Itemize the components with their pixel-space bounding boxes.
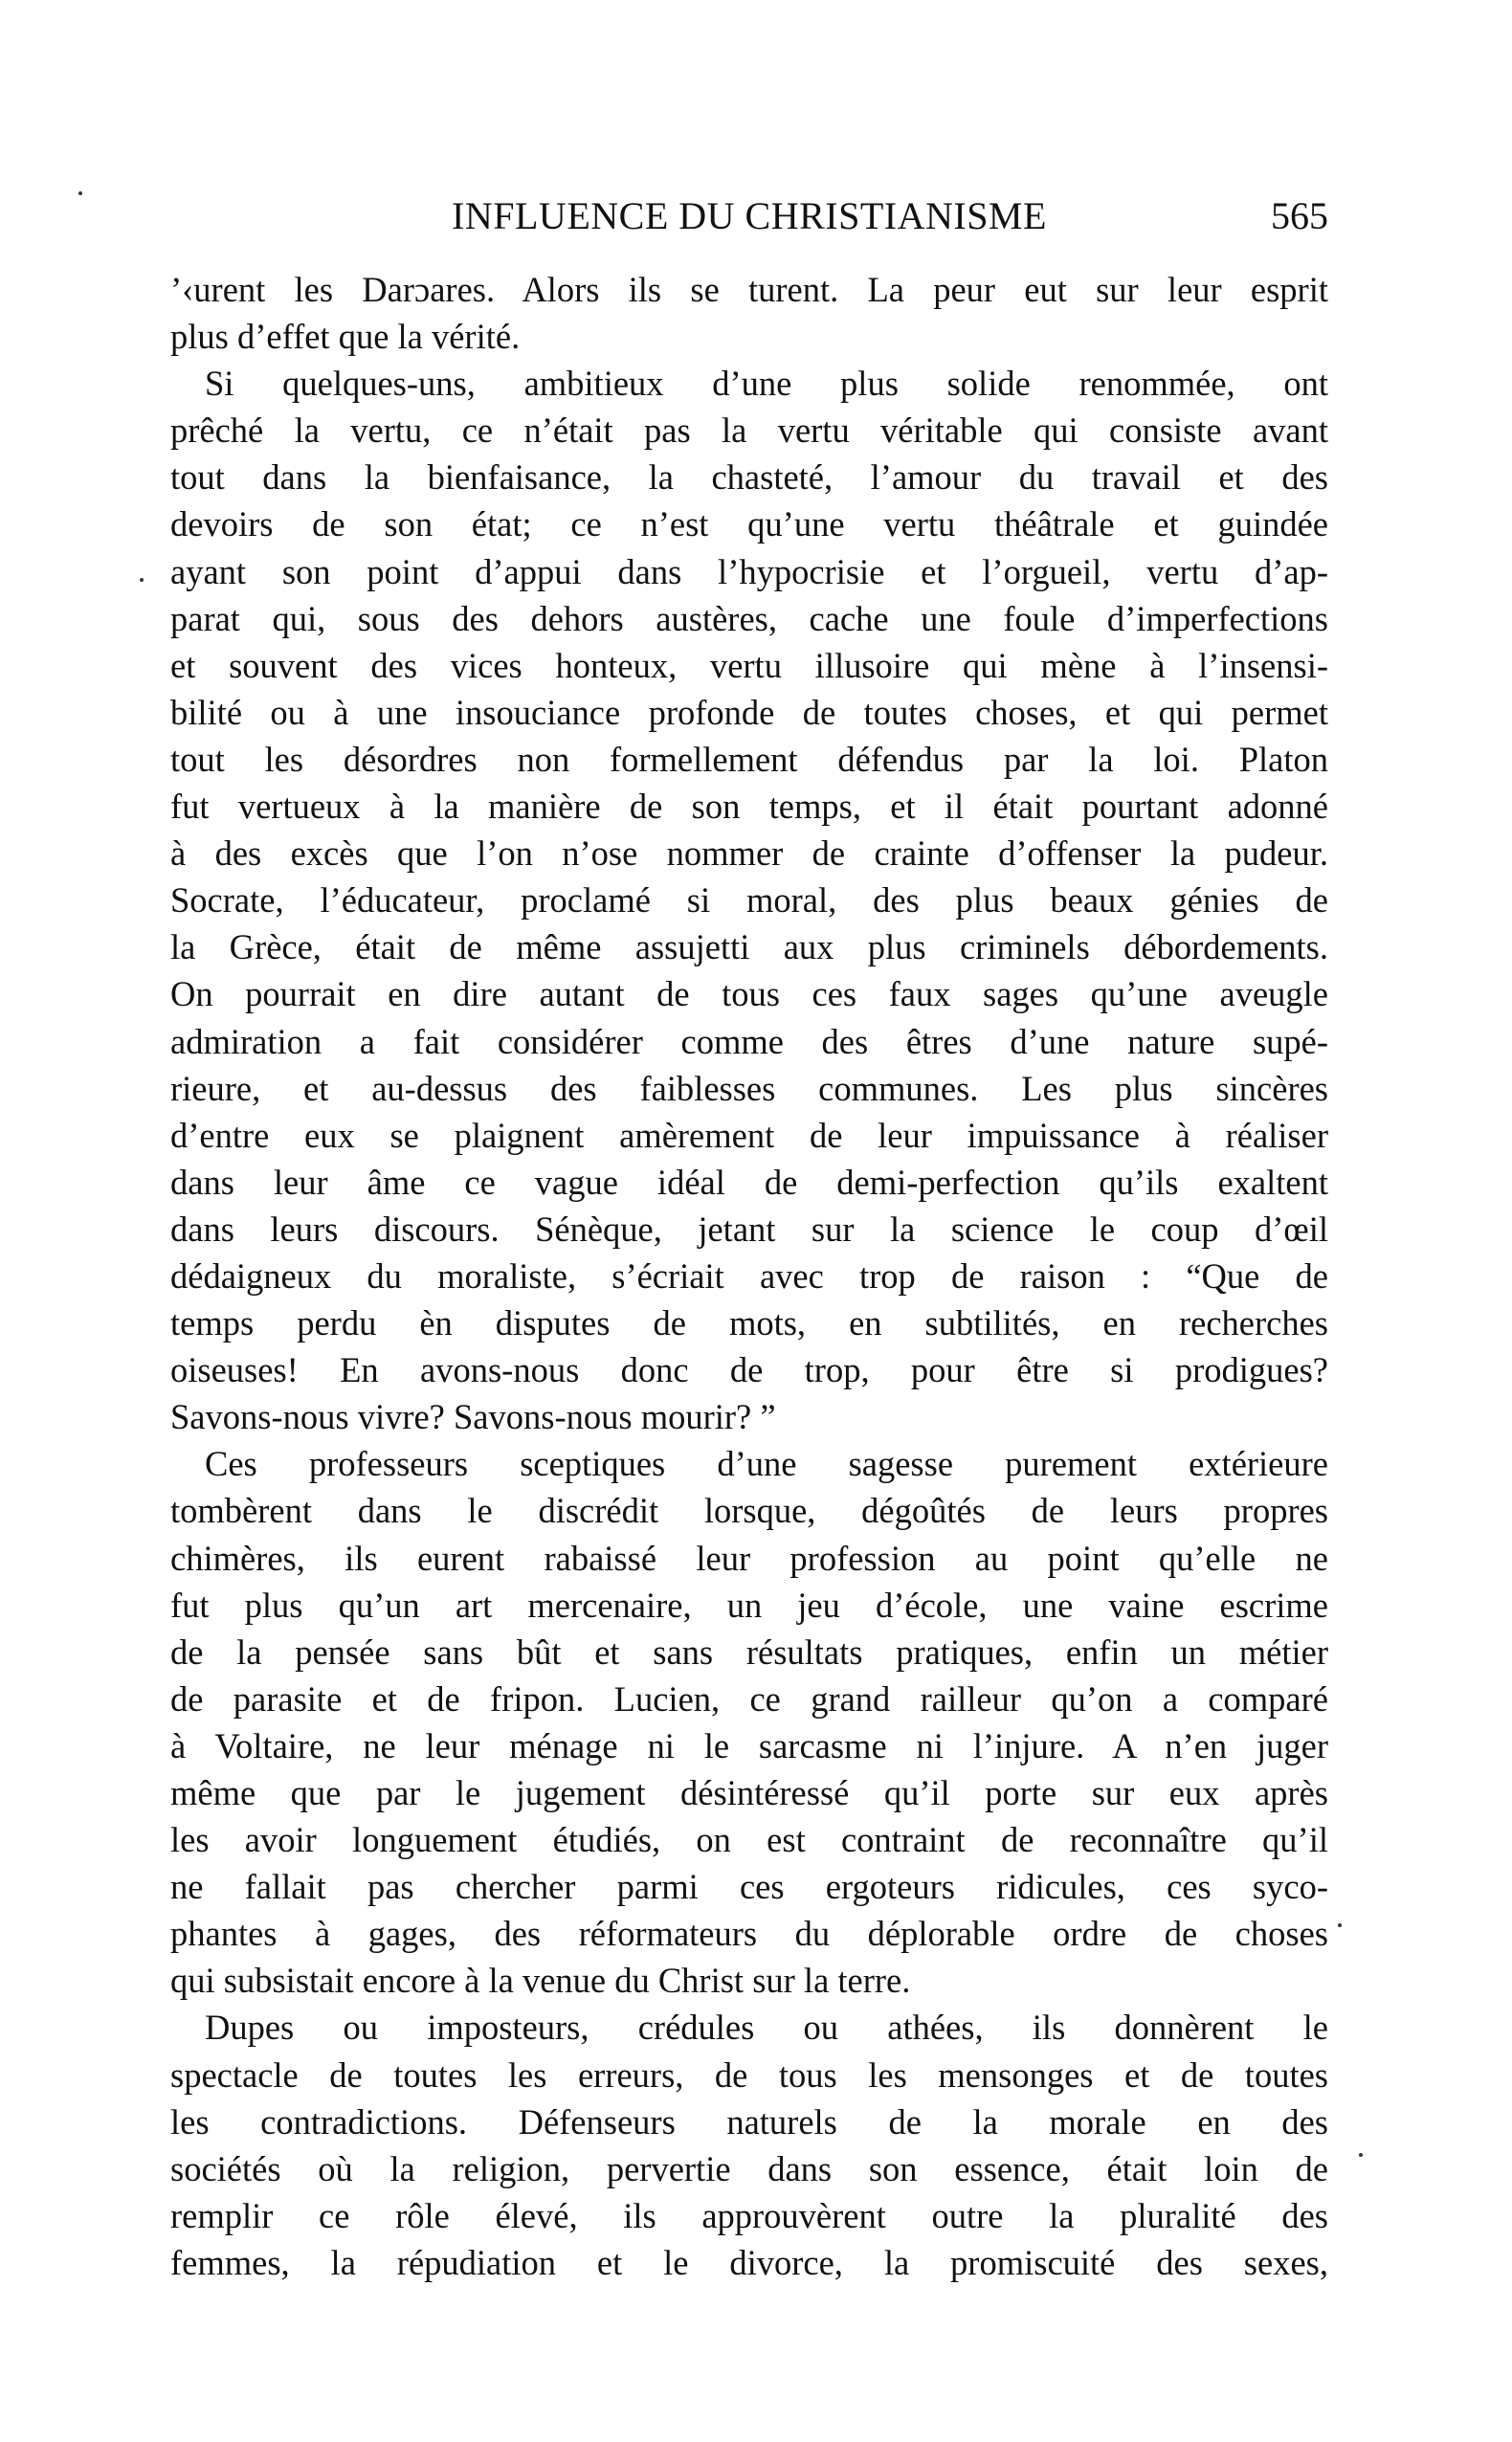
text-line: même que par le jugement désintéressé qu’il porte sur eux après [170, 1773, 1328, 1812]
text-line: admiration a fait considérer comme des êtres d’une nature supé- [170, 1021, 1328, 1061]
page-number: 565 [1271, 194, 1328, 237]
text-line: remplir ce rôle élevé, ils approuvèrent outre la pluralité des [170, 2195, 1328, 2235]
text-line: dans leurs discours. Sénèque, jetant sur la science le coup d’œil [170, 1209, 1328, 1249]
running-title: INFLUENCE DU CHRISTIANISME [452, 194, 1047, 237]
text-line: devoirs de son état; ce n’est qu’une vertu théâtrale et guindée [170, 504, 1328, 544]
margin-speck [1359, 2153, 1363, 2157]
text-line: d’entre eux se plaignent amèrement de leur impuissance à réaliser [170, 1115, 1328, 1155]
text-line: fut vertueux à la manière de son temps, et il était pourtant adonné [170, 787, 1328, 827]
text-line: Dupes ou imposteurs, crédules ou athées, ils donnèrent le [205, 2008, 1328, 2048]
text-line: temps perdu èn disputes de mots, en subtilités, en recherches [170, 1303, 1328, 1343]
text-line: qui subsistait encore à la venue du Christ sur la terre. [170, 1961, 911, 2001]
text-line: Ces professeurs sceptiques d’une sagesse purement extérieure [205, 1444, 1328, 1484]
text-line: oiseuses! En avons-nous donc de trop, pour être si prodigues? [170, 1350, 1328, 1390]
text-line: tout les désordres non formellement défendus par la loi. Platon [170, 739, 1328, 779]
text-line: parat qui, sous des dehors austères, cache une foule d’imperfections [170, 598, 1328, 638]
text-line: ne fallait pas chercher parmi ces ergoteurs ridicules, ces syco- [170, 1867, 1328, 1907]
text-line: ʼ‹urent les Darɔares. Alors ils se turent. La peur eut sur leur esprit [170, 270, 1328, 309]
text-line: les contradictions. Défenseurs naturels de la morale en des [170, 2101, 1328, 2142]
margin-speck [140, 578, 144, 582]
body-text [170, 266, 1328, 2286]
text-line: à Voltaire, ne leur ménage ni le sarcasme ni l’injure. A n’en juger [170, 1725, 1328, 1765]
text-line: la Grèce, était de même assujetti aux plus criminels débordements. [170, 927, 1328, 967]
text-line: sociétés où la religion, pervertie dans son essence, était loin de [170, 2148, 1328, 2188]
text-line: femmes, la répudiation et le divorce, la promiscuité des sexes, [170, 2242, 1328, 2282]
text-line: phantes à gages, des réformateurs du déplorable ordre de choses [170, 1914, 1328, 1954]
text-line: Socrate, l’éducateur, proclamé si moral, des plus beaux génies de [170, 880, 1328, 921]
text-line: spectacle de toutes les erreurs, de tous les mensonges et de toutes [170, 2054, 1328, 2095]
text-line: On pourrait en dire autant de tous ces faux sages qu’une aveugle [170, 974, 1328, 1014]
text-line: fut plus qu’un art mercenaire, un jeu d’école, une vaine escrime [170, 1585, 1328, 1625]
margin-speck [1338, 1923, 1342, 1927]
text-line: rieure, et au-dessus des faiblesses communes. Les plus sincères [170, 1068, 1328, 1108]
text-line: plus d’effet que la vérité. [170, 317, 521, 357]
margin-speck [78, 191, 82, 195]
text-line: Si quelques-uns, ambitieux d’une plus solide renommée, ont [205, 364, 1328, 404]
text-line: bilité ou à une insouciance profonde de toutes choses, et qui permet [170, 692, 1328, 732]
text-line: et souvent des vices honteux, vertu illusoire qui mène à l’insensi- [170, 645, 1328, 685]
text-line: les avoir longuement étudiés, on est contraint de reconnaître qu’il [170, 1820, 1328, 1860]
text-line: à des excès que l’on n’ose nommer de crainte d’offenser la pudeur. [170, 833, 1328, 874]
text-line: dans leur âme ce vague idéal de demi-perfection qu’ils exaltent [170, 1162, 1328, 1202]
text-line: de la pensée sans bût et sans résultats pratiques, enfin un métier [170, 1632, 1328, 1672]
text-line: Savons-nous vivre? Savons-nous mourir? ” [170, 1397, 776, 1437]
text-line: ayant son point d’appui dans l’hypocrisie et l’orgueil, vertu d’ap- [170, 551, 1328, 591]
text-line: prêché la vertu, ce n’était pas la vertu véritable qui consiste avant [170, 411, 1328, 451]
text-line: dédaigneux du moraliste, s’écriait avec trop de raison : “Que de [170, 1255, 1328, 1296]
running-header [170, 188, 1328, 245]
text-line: tombèrent dans le discrédit lorsque, dégoûtés de leurs propres [170, 1491, 1328, 1531]
text-line: chimères, ils eurent rabaissé leur profession au point qu’elle ne [170, 1538, 1328, 1578]
text-line: tout dans la bienfaisance, la chasteté, l’amour du travail et des [170, 457, 1328, 498]
text-line: de parasite et de fripon. Lucien, ce grand railleur qu’on a comparé [170, 1678, 1328, 1719]
